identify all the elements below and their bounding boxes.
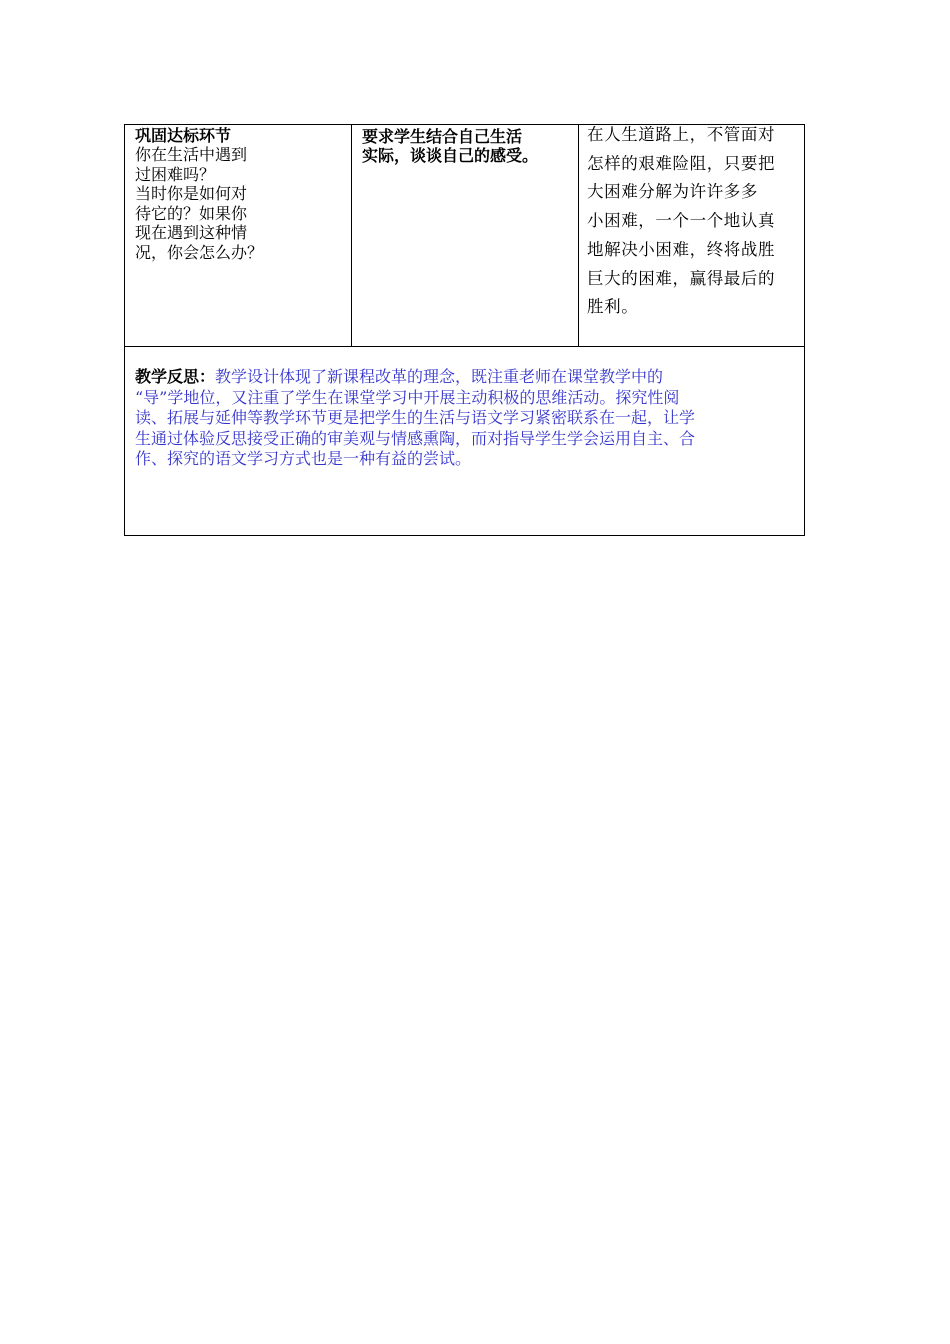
summary-line: 地解决小困难，终将战胜 <box>587 239 776 259</box>
summary-text <box>587 121 798 322</box>
stage-question <box>135 145 345 262</box>
stage-question-line: 你在生活中遇到 <box>135 145 248 164</box>
summary-line: 怎样的艰难险阻，只要把 <box>587 153 776 173</box>
table-row-consolidation <box>125 125 804 347</box>
summary-line: 巨大的困难，赢得最后的 <box>587 268 776 288</box>
stage-question-line: 过困难吗？ <box>135 164 216 184</box>
summary-line: 胜利。 <box>587 297 639 317</box>
reflection-label: 教学反思： <box>135 367 216 386</box>
stage-question-line: 现在遇到这种情 <box>135 223 248 242</box>
requirement-text <box>362 127 572 165</box>
summary-line: 在人生道路上，不管面对 <box>587 125 776 144</box>
stage-question-line: 待它的？如果你 <box>135 203 248 223</box>
reflection-line-text: 教学设计体现了新课程改革的理念，既注重老师在课堂教学中的 <box>215 367 664 386</box>
table-cell-stage <box>125 125 352 346</box>
reflection-line: 生通过体验反思接受正确的审美观与情感熏陶，而对指导学生学会运用自主、合 <box>135 428 696 448</box>
stage-question-line: 当时你是如何对 <box>135 184 248 203</box>
lesson-plan-table <box>124 124 805 536</box>
summary-line: 小困难，一个一个地认真 <box>587 211 776 231</box>
stage-heading: 巩固达标环节 <box>135 126 232 145</box>
table-cell-summary <box>579 125 804 346</box>
reflection-line: “导”学地位，又注重了学生在课堂学习中开展主动积极的思维活动。探究性阅 <box>135 387 680 407</box>
reflection-line <box>135 367 796 388</box>
requirement-line: 要求学生结合自己生活 <box>362 127 523 146</box>
reflection-line: 作、探究的语文学习方式也是一种有益的尝试。 <box>135 449 472 468</box>
reflection-line: 读、拓展与延伸等教学环节更是把学生的生活与语文学习紧密联系在一起，让学 <box>135 408 696 427</box>
table-row-reflection <box>125 347 804 535</box>
summary-line: 大困难分解为许许多多 <box>587 182 758 202</box>
table-cell-requirement <box>352 125 579 346</box>
stage-question-line: 况，你会怎么办？ <box>135 242 264 262</box>
reflection-text <box>135 367 796 470</box>
requirement-line: 实际，谈谈自己的感受。 <box>362 146 539 165</box>
